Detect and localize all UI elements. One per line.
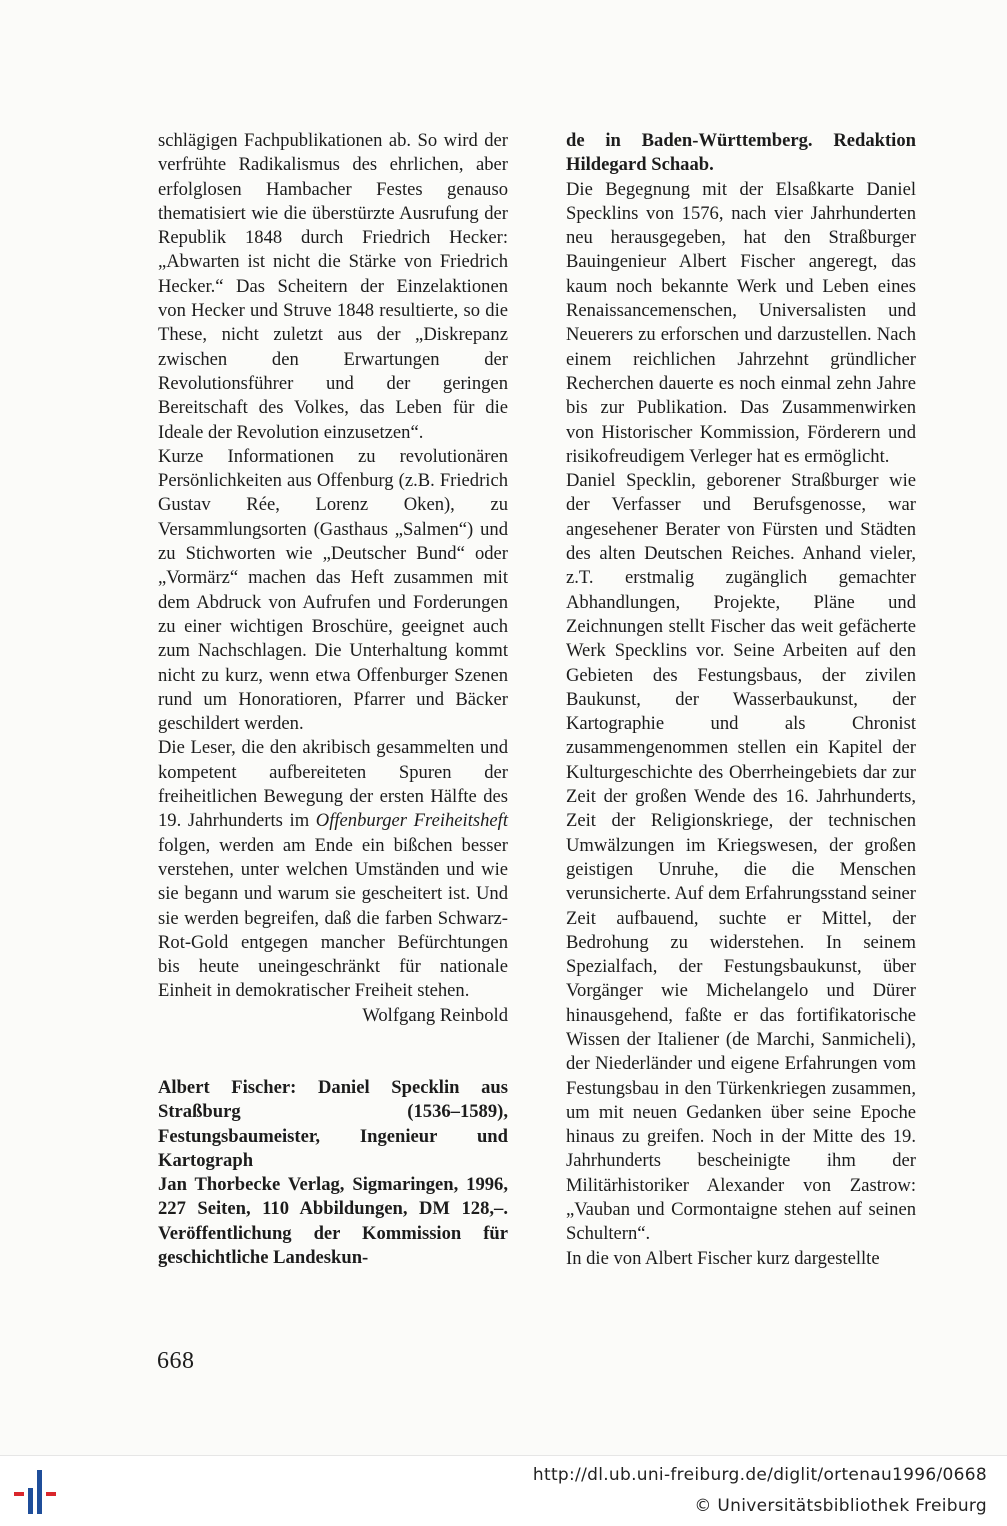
review-heading: Albert Fischer: Daniel Specklin aus Straßburg (1536–1589), Festungsbaumeister, Ingenieur und Kartograph xyxy=(158,1076,508,1171)
paragraph-readers-conclusion xyxy=(158,736,508,1003)
paragraph-text-after: folgen, werden am Ende ein bißchen besser verstehen, unter welchen Umständen und wie sie begann und warum sie gescheitert ist. Und sie werden begreifen, daß die farben Schwarz-Rot-Gold entgegen mancher Befürchtungen bis heute uneingeschränkt für nationale Einheit in demokratischer Freiheit stehen. xyxy=(158,834,508,1002)
review-signature: Wolfgang Reinbold xyxy=(362,1004,508,1026)
review-publisher-info: Jan Thorbecke Verlag, Sigmaringen, 1996, 227 Seiten, 110 Abbildungen, DM 128,–. Veröffentlichung der Kommission für geschichtliche Landeskun- xyxy=(158,1174,508,1269)
paragraph-offenburg-personalities: Kurze Informationen zu revolutionären Persönlichkeiten aus Offenburg (z.B. Friedrich Gustav Rée, Lorenz Oken), zu Versammlungsorten (Gasthaus „Salmen“) und zu Stichworten wie „Deutscher Bund“ oder „Vormärz“ machen das Heft zusammen mit dem Abdruck von Aufrufen und Forderungen zu einer wichtigen Broschüre, geeignet auch zum Nachschlagen. Die Unterhaltung kommt nicht zu kurz, wenn etwa Offenburger Szenen rund um Honoratioren, Pfarrer und Bäcker geschildert werden. xyxy=(158,445,508,735)
right-column xyxy=(566,129,916,1271)
paragraph-revolution-radicalism: schlägigen Fachpublikationen ab. So wird der verfrühte Radikalismus des ehrlichen, aber erfolglosen Hambacher Festes genauso thematisiert wie die überstürzte Ausrufung der Republik 1848 durch Friedrich Hecker: „Abwarten ist nicht die Stärke von Friedrich Hecker.“ Das Scheitern der Einzelaktionen von Hecker und Struve 1848 resultierte, so die These, nicht zuletzt aus der „Diskrepanz zwischen den Erwartungen der Revolutionsführer und der geringen Bereitschaft des Volkes, das Leben für die Ideale der Revolution einzusetzen“. xyxy=(158,130,508,443)
paragraph-alsace-map: Die Begegnung mit der Elsaßkarte Daniel Specklins von 1576, nach vier Jahrhunderten neu herausgegeben, hat den Straßburger Bauingenieur Albert Fischer angeregt, das kaum noch bekannte Werk und Leben eines Renaissancemenschen, Universalisten und Neuerers zu erforschen und darzustellen. Nach einem reichlichen Jahrzehnt gründlicher Recherchen dauerte es noch einmal zehn Jahre bis zur Publikation. Das Zusammenwirken von Historischer Kommission, Förderern und risikofreudigem Verleger hat es ermöglicht. xyxy=(566,178,916,467)
footer-url-link[interactable]: http://dl.ub.uni-freiburg.de/diglit/ortenau1996/0668 xyxy=(532,1465,987,1485)
publication-title: Offenburger Freiheitsheft xyxy=(315,810,508,832)
review-publisher-continued: de in Baden-Württemberg. Redaktion Hildegard Schaab. xyxy=(566,130,916,176)
footer-bar xyxy=(0,1455,1007,1526)
paragraph-text-before: Die Leser, die den akribisch gesammelten und kompetent aufbereiteten Spuren der freiheitlichen Bewegung der ersten Hälfte des 19. Jahrhunderts im xyxy=(158,737,508,832)
ub-freiburg-logo-icon xyxy=(12,1466,64,1518)
left-column xyxy=(158,129,508,1270)
footer-copyright: © Universitätsbibliothek Freiburg xyxy=(694,1496,987,1516)
section-divider xyxy=(158,1028,508,1076)
paragraph-continuation: In die von Albert Fischer kurz dargestellte xyxy=(566,1247,880,1269)
page-number: 668 xyxy=(157,1348,195,1374)
paragraph-specklin-work: Daniel Specklin, geborener Straßburger wie der Verfasser und Berufsgenosse, war angesehener Berater von Fürsten und Städten des alten Deutschen Reiches. Anhand vieler, z.T. erstmalig zugänglich gemachter Abhandlungen, Projekte, Pläne und Zeichnungen stellt Fischer das weit gefächerte Werk Specklins vor. Seine Arbeiten auf den Gebieten des Festungsbaus, der zivilen Baukunst, der Wasserbaukunst, der Kartographie und als Chronist zusammengenommen stellen ein Kapitel der Kulturgeschichte des Oberrheingebiets dar zur Zeit der großen Wende des 16. Jahrhunderts, Zeit der Religionskriege, der technischen Umwälzungen im Kriegswesen, der großen geistigen Unruhe, die die Menschen verunsicherte. Auf dem Erfahrungsstand seiner Zeit aufbauend, suchte er Mittel, der Bedrohung zu widerstehen. In seinem Spezialfach, der Festungsbaukunst, über Vorgänger wie Michelangelo und Dürer hinausgehend, faßte er das fortifikatorische Wissen der Italiener (de Marchi, Sanmicheli), der Niederländer und eigene Erfahrungen vom Festungsbau in den Türkenkriegen zusammen, um mit neuen Gedanken über seine Epoche hinaus zu greifen. Noch in der Mitte des 19. Jahrhunderts bescheinigte ihm der Militärhistoriker Alexander von Zastrow: „Vauban und Cormontaigne stehen auf seinen Schultern“. xyxy=(566,470,916,1245)
